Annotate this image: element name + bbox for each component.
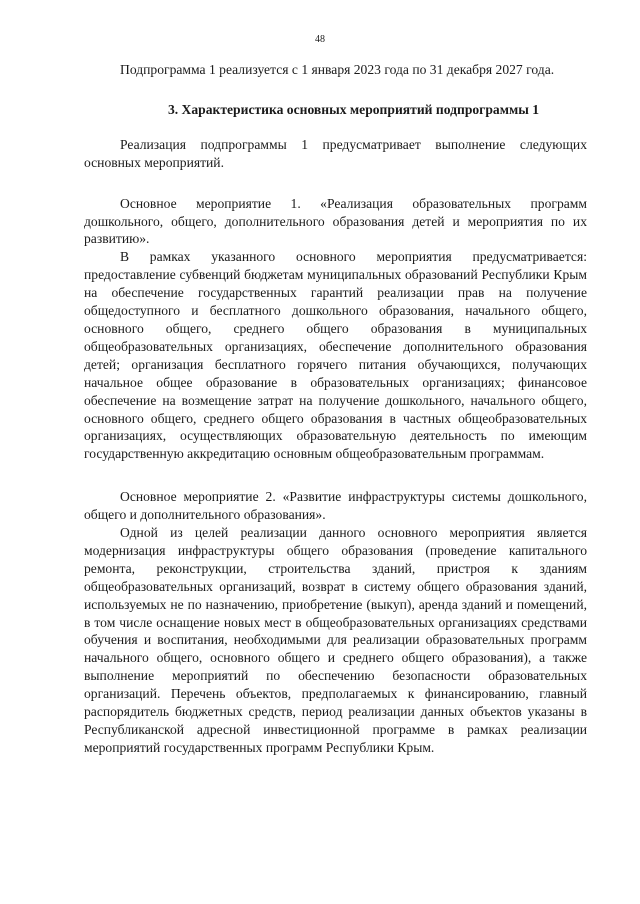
paragraph-measure-2-title: Основное мероприятие 2. «Развитие инфраструктуры системы дошкольного, общего и дополнительного образования». [84, 489, 587, 523]
paragraph-measure-2-body: Одной из целей реализации данного основного мероприятия является модернизация инфраструктуры общего образования (проведение капитального ремонта, реконструкции, строительства зданий, пристроя к зданиям общеобразовательных организаций, возврат в систему общего образования зданий, используемых не по назначению, приобретение (выкуп), аренда зданий и помещений, в том числе оснащение новых мест в общеобразовательных организациях средствами обучения и воспитания, необходимыми для реализации образовательных программ начального общего, основного общего и среднего общего образования), а также выполнение мероприятий по обеспечению безопасности образовательных организаций. Перечень объектов, предполагаемых к финансированию, главный распорядитель бюджетных средств, период реализации данных объектов указаны в Республиканской адресной инвестиционной программе в рамках реализации мероприятий государственных программ Республики Крым. [84, 525, 587, 755]
page-number: 48 [315, 34, 325, 45]
paragraph-implementation: Реализация подпрограммы 1 предусматривает выполнение следующих основных мероприятий. [84, 136, 587, 170]
intro-paragraph: Подпрограмма 1 реализуется с 1 января 2023 года по 31 декабря 2027 года. [120, 62, 555, 77]
paragraph-measure-1-title: Основное мероприятие 1. «Реализация образовательных программ дошкольного, общего, дополнительного образования детей и мероприятия по их развитию». [84, 195, 587, 247]
section-title: 3. Характеристика основных мероприятий подпрограммы 1 [167, 101, 540, 117]
paragraph-measure-1-body: В рамках указанного основного мероприятия предусматривается: предоставление субвенций бюджетам муниципальных образований Республики Крым на обеспечение государственных гарантий реализации прав на получение общедоступного и бесплатного дошкольного образования, начального общего, основного общего, среднего общего образования в муниципальных общеобразовательных организациях, обеспечение дополнительного образования детей; организация бесплатного горячего питания обучающихся, получающих начальное общее образование в образовательных организациях; финансовое обеспечение на возмещение затрат на получение дошкольного, начального общего, основного общего, среднего общего образования в частных общеобразовательных организациях, осуществляющих образовательную деятельность по имеющим государственную аккредитацию основным общеобразовательным программам. [84, 249, 587, 462]
document-body [84, 61, 587, 757]
